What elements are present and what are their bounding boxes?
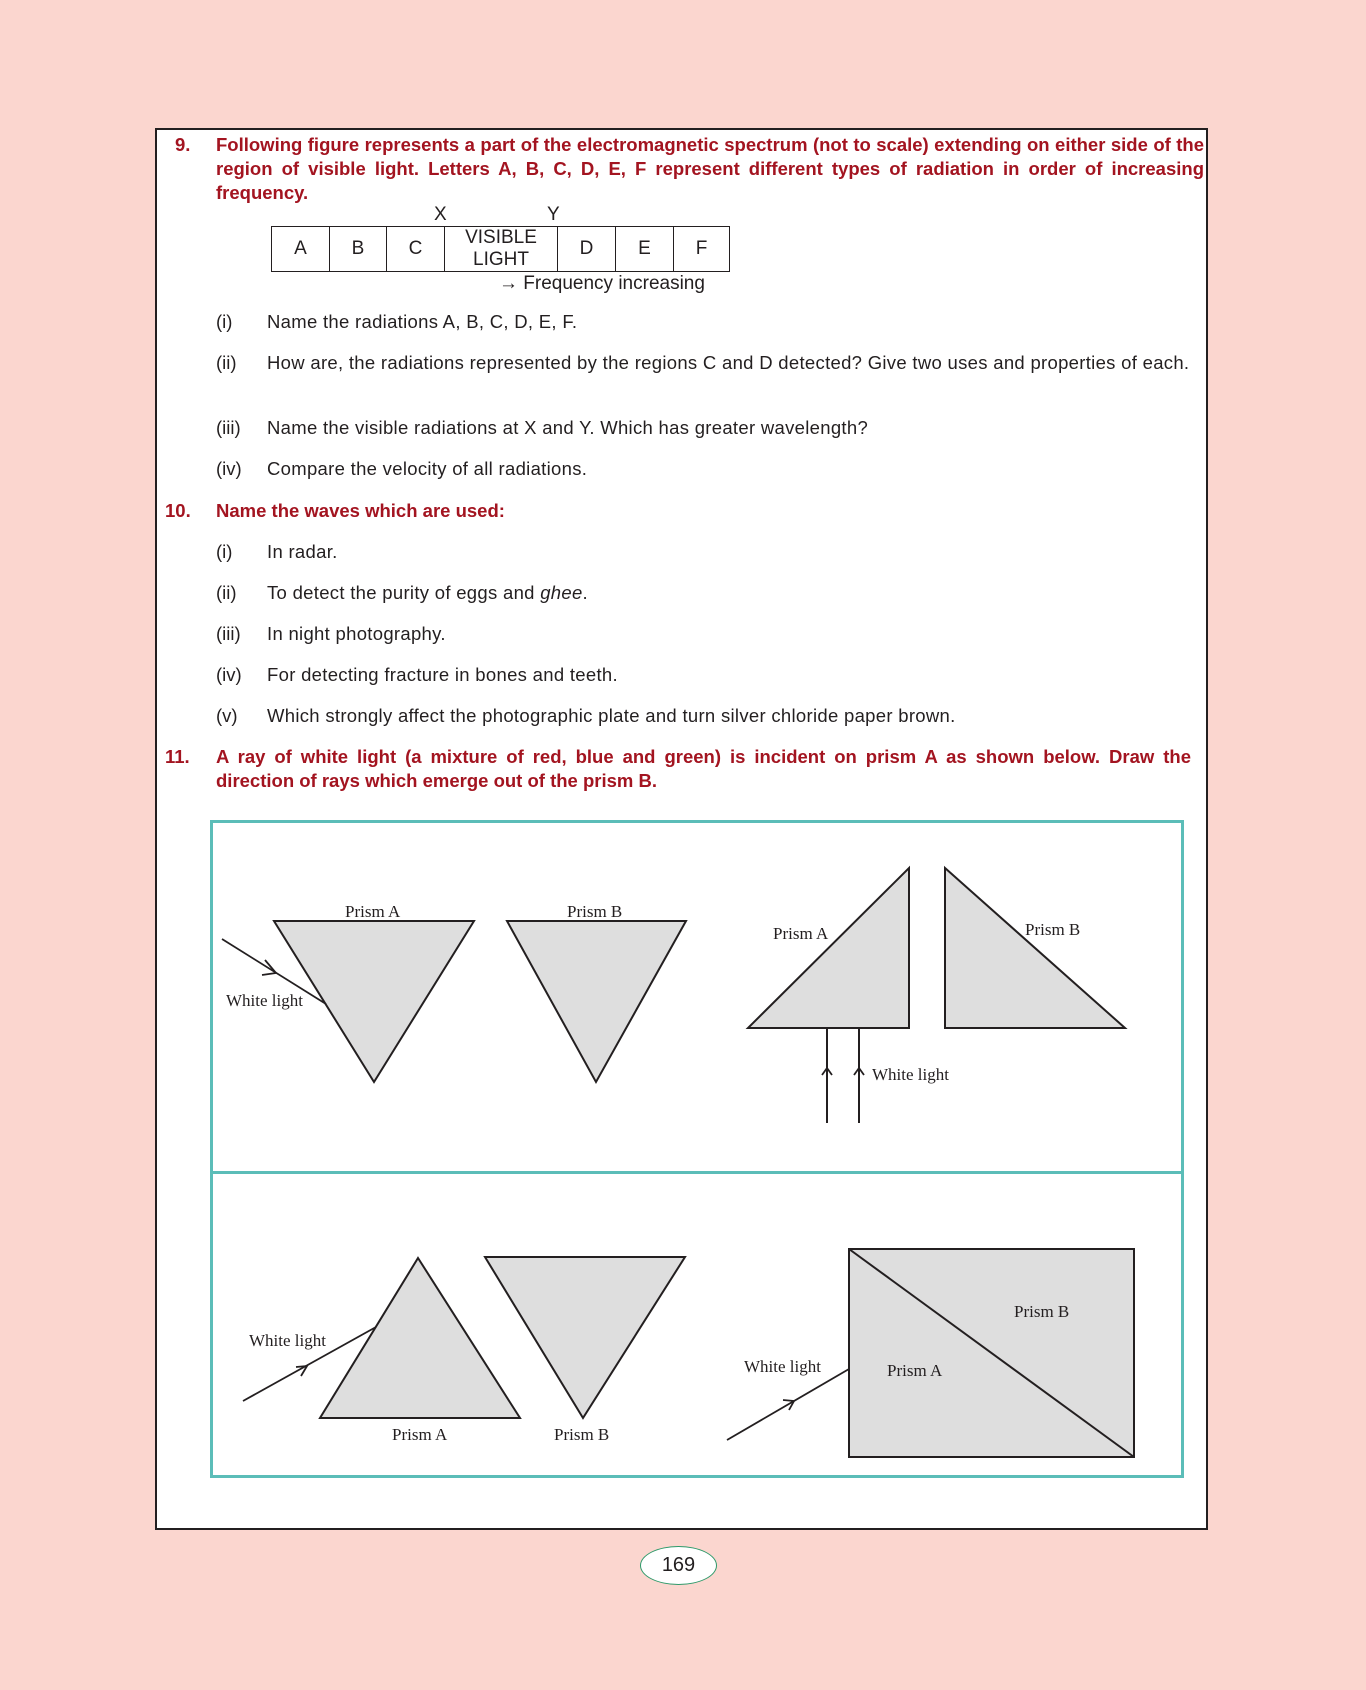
spectrum-cell-e: E [616,227,674,271]
q10-item-5-text: Which strongly affect the photographic plate and turn silver chloride paper brown. [267,705,956,726]
prism-a-shape [320,1258,520,1418]
frequency-caption-text: Frequency increasing [523,273,705,294]
panel2-light-label: White light [872,1065,949,1084]
q10-item-4-label: (iv) [216,664,242,685]
question-9-text: Following figure represents a part of the electromagnetic spectrum (not to scale) extending on either side of the region of visible light. Letters A, B, C, D, E, F represent different types of radiation in order of increasing frequency. [216,134,1204,203]
q9-item-1-label: (i) [216,311,233,332]
q10-item-2-text-after: . [582,582,588,603]
prism-b-shape [485,1257,685,1418]
q9-item-2-text: How are, the radiations represented by the regions C and D detected? Give two uses and properties of each. [267,352,1190,373]
prism-a-shape [748,868,909,1028]
panel3-prism-b-label: Prism B [554,1425,610,1444]
q9-item-2-label: (ii) [216,352,237,373]
question-11-text: A ray of white light (a mixture of red, blue and green) is incident on prism A as shown below. Draw the direction of rays which emerge out of the prism B. [216,746,1191,791]
spectrum-cell-c: C [387,227,445,271]
panel4-light-label: White light [744,1357,821,1376]
panel3-light-label: White light [249,1331,326,1350]
spectrum-cell-a: A [272,227,330,271]
panel2-prism-b-label: Prism B [1025,920,1081,939]
q10-item-5-label: (v) [216,705,238,726]
prism-b-shape [507,921,686,1082]
page-number: 169 [640,1546,717,1585]
spectrum-cell-b: B [330,227,387,271]
arrow-right-icon: → [499,273,518,294]
q9-item-3-text: Name the visible radiations at X and Y. Which has greater wavelength? [267,417,869,438]
panel1-light-label: White light [226,991,303,1010]
q10-item-1-text: In radar. [267,541,338,562]
q10-item-2-italic: ghee [540,582,583,603]
panel-rectangle-split [727,1249,1134,1457]
q9-item-4-label: (iv) [216,458,242,479]
prism-b-shape [945,868,1125,1028]
prism-a-shape [274,921,474,1082]
spectrum-cell-d: D [558,227,616,271]
panel-upright-and-inverted [243,1257,685,1444]
question-11-number: 11. [165,746,190,767]
q10-item-3-label: (iii) [216,623,241,644]
marker-y: Y [547,204,560,225]
q10-item-4-text: For detecting fracture in bones and teeth. [267,664,618,685]
question-10-number: 10. [165,500,191,521]
question-9-number: 9. [175,134,191,155]
spectrum-cell-visible: VISIBLE LIGHT [445,227,558,271]
panel3-prism-a-label: Prism A [392,1425,448,1444]
q9-item-4-text: Compare the velocity of all radiations. [267,458,588,479]
panel-right-angle-prisms [748,868,1125,1123]
q10-item-2-label: (ii) [216,582,237,603]
panel1-prism-b-label: Prism B [567,902,623,921]
panel-inverted-triangles [222,902,686,1082]
marker-x: X [434,204,447,225]
q9-item-3-label: (iii) [216,417,241,438]
panel4-prism-a-label: Prism A [887,1361,943,1380]
q10-item-2-text-before: To detect the purity of eggs and [267,582,541,603]
panel1-prism-a-label: Prism A [345,902,401,921]
spectrum-cell-f: F [695,238,708,259]
question-10-text: Name the waves which are used: [216,500,505,521]
q10-item-1-label: (i) [216,541,233,562]
q10-item-3-text: In night photography. [267,623,446,644]
panel4-prism-b-label: Prism B [1014,1302,1070,1321]
q9-item-1-text: Name the radiations A, B, C, D, E, F. [267,311,578,332]
panel2-prism-a-label: Prism A [773,924,829,943]
